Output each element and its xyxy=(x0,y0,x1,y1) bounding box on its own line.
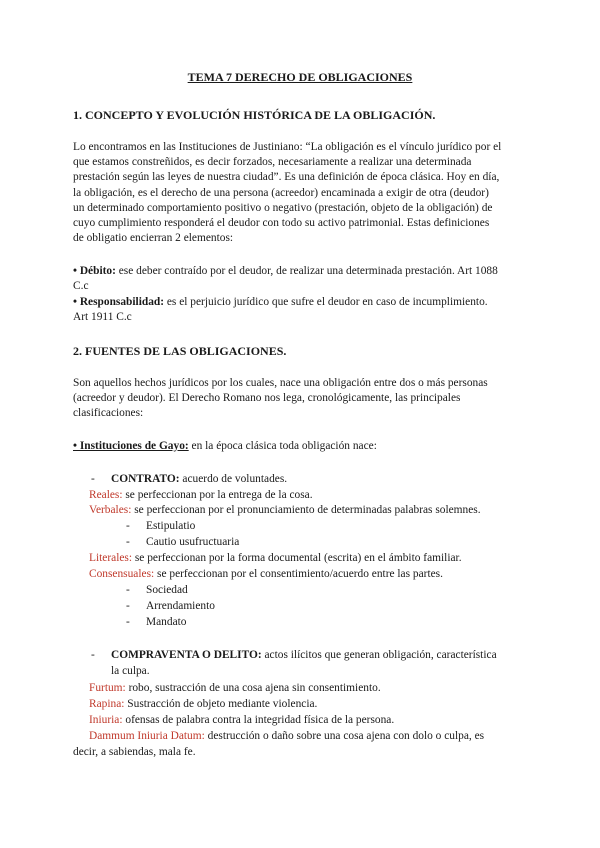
list-item xyxy=(126,583,188,598)
debito-term: • Débito: xyxy=(73,265,116,277)
paragraph-line: prestación según las leyes de nuestra ciudad”. Es una definición de época clásica. Hoy en día, xyxy=(73,171,500,183)
verbales-term: Verbales: xyxy=(89,504,132,516)
dash-bullet: - xyxy=(126,536,130,548)
gayo-term: • Instituciones de Gayo: xyxy=(73,440,189,452)
dash-bullet: - xyxy=(126,616,130,628)
delito-term: COMPRAVENTA O DELITO: xyxy=(111,649,262,661)
responsabilidad-term: • Responsabilidad: xyxy=(73,296,165,308)
literales-item xyxy=(89,551,462,566)
delito-text: actos ilícitos que generan obligación, característica xyxy=(261,649,497,661)
paragraph-line: (acreedor y deudor). El Derecho Romano nos lega, cronológicamente, las principales xyxy=(73,392,461,404)
responsabilidad-item xyxy=(73,295,488,310)
responsabilidad-cont: Art 1911 C.c xyxy=(73,311,132,323)
contrato-text: acuerdo de voluntades. xyxy=(179,473,288,485)
dash-bullet: - xyxy=(126,600,130,612)
rapina-item xyxy=(89,697,317,712)
damnum-item xyxy=(89,729,484,744)
list-item xyxy=(126,599,215,614)
damnum-cont: decir, a sabiendas, mala fe. xyxy=(73,746,196,758)
consensuales-subitem: Sociedad xyxy=(146,584,188,596)
document-title: TEMA 7 DERECHO DE OBLIGACIONES xyxy=(187,70,413,84)
rapina-term: Rapina: xyxy=(89,698,125,710)
delito-cont: la culpa. xyxy=(111,665,150,677)
dash-bullet: - xyxy=(91,473,95,485)
consensuales-term: Consensuales: xyxy=(89,568,155,580)
list-item xyxy=(126,615,187,630)
debito-item xyxy=(73,264,498,279)
paragraph-line: la obligación, es el derecho de una persona (acreedor) encaminada a exigir de otra (deudor) xyxy=(73,187,489,199)
dash-bullet: - xyxy=(126,584,130,596)
iniuria-item xyxy=(89,713,394,728)
paragraph-line: cuyo cumplimiento responderá el deudor con todo su activo patrimonial. Estas definiciones xyxy=(73,217,490,229)
paragraph-line: un determinado comportamiento positivo o negativo (prestación, objeto de la obligación) de xyxy=(73,202,493,214)
consensuales-subitem: Mandato xyxy=(146,616,187,628)
delito-item xyxy=(91,648,497,663)
paragraph-line: Lo encontramos en las Instituciones de Justiniano: “La obligación es el vínculo jurídico por el xyxy=(73,141,502,153)
furtum-item xyxy=(89,681,381,696)
section-2-heading: 2. FUENTES DE LAS OBLIGACIONES. xyxy=(73,344,287,358)
list-item xyxy=(126,519,195,534)
rapina-text: Sustracción de objeto mediante violencia. xyxy=(124,698,318,710)
dash-bullet: - xyxy=(126,520,130,532)
dash-bullet: - xyxy=(91,649,95,661)
damnum-text: destrucción o daño sobre una cosa ajena con dolo o culpa, es xyxy=(204,730,485,742)
gayo-item xyxy=(73,439,377,454)
contrato-term: CONTRATO: xyxy=(111,473,180,485)
gayo-text: en la época clásica toda obligación nace: xyxy=(188,440,377,452)
paragraph-line: Son aquellos hechos jurídicos por los cuales, nace una obligación entre dos o más personas xyxy=(73,377,488,389)
iniuria-text: ofensas de palabra contra la integridad física de la persona. xyxy=(122,714,395,726)
consensuales-text: se perfeccionan por el consentimiento/acuerdo entre las partes. xyxy=(154,568,443,580)
literales-text: se perfeccionan por la forma documental (escrita) en el ámbito familiar. xyxy=(132,552,462,564)
verbales-subitem: Estipulatio xyxy=(146,520,196,532)
furtum-term: Furtum: xyxy=(89,682,126,694)
contrato-item xyxy=(91,472,287,487)
literales-term: Literales: xyxy=(89,552,133,564)
verbales-text: se perfeccionan por el pronunciamiento de determinadas palabras solemnes. xyxy=(131,504,481,516)
debito-text: ese deber contraído por el deudor, de realizar una determinada prestación. Art 1088 xyxy=(115,265,498,277)
debito-cont: C.c xyxy=(73,280,89,292)
consensuales-item xyxy=(89,567,443,582)
responsabilidad-text: es el perjuicio jurídico que sufre el deudor en caso de incumplimiento. xyxy=(164,296,488,308)
reales-term: Reales: xyxy=(89,489,123,501)
paragraph-line: de obligatio encierran 2 elementos: xyxy=(73,232,234,244)
reales-item xyxy=(89,488,313,503)
list-item xyxy=(126,535,239,550)
consensuales-subitem: Arrendamiento xyxy=(146,600,215,612)
furtum-text: robo, sustracción de una cosa ajena sin consentimiento. xyxy=(125,682,381,694)
paragraph-line: que estamos constreñidos, es decir forzados, necesariamente a realizar una determinada xyxy=(73,156,472,168)
paragraph-line: clasificaciones: xyxy=(73,407,144,419)
verbales-item xyxy=(89,503,481,518)
reales-text: se perfeccionan por la entrega de la cosa. xyxy=(122,489,313,501)
section-1-heading: 1. CONCEPTO Y EVOLUCIÓN HISTÓRICA DE LA OBLIGACIÓN. xyxy=(73,108,436,122)
verbales-subitem: Cautio usufructuaria xyxy=(146,536,240,548)
damnum-term: Dammum Iniuria Datum: xyxy=(89,730,205,742)
iniuria-term: Iniuria: xyxy=(89,714,123,726)
